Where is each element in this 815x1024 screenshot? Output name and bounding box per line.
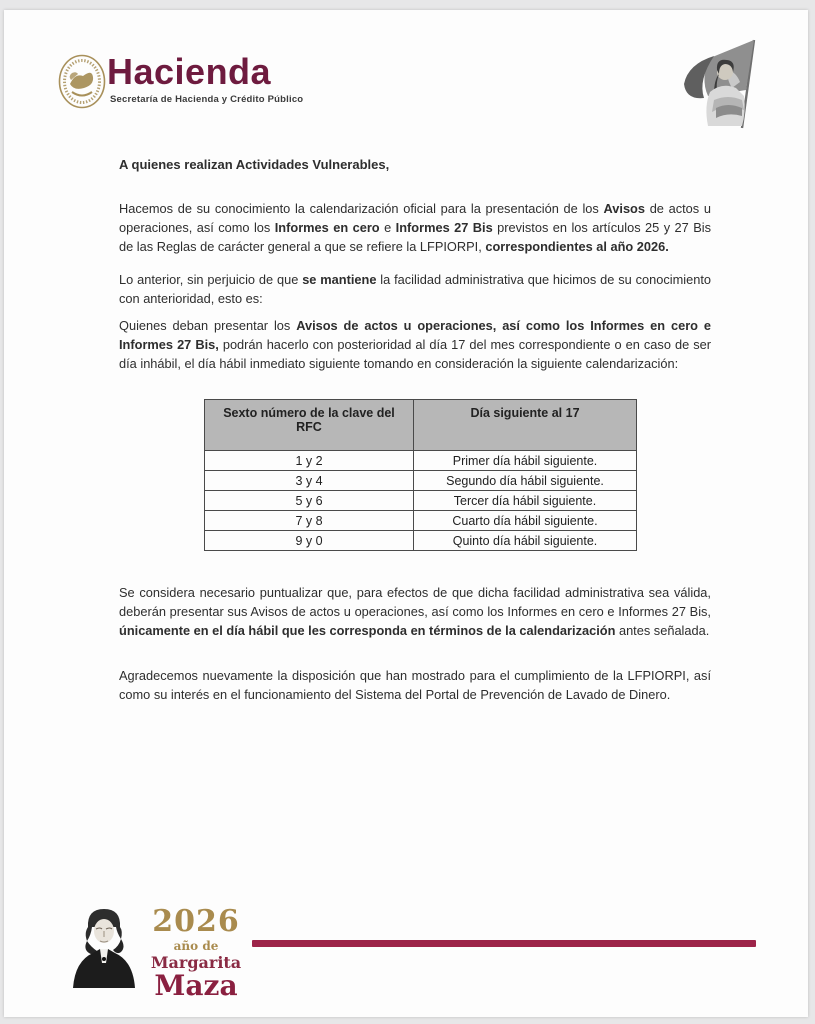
rfc-calendar-table bbox=[204, 399, 637, 551]
letter-page bbox=[4, 10, 808, 1017]
cell-rfc-digits: 9 y 0 bbox=[205, 531, 414, 551]
cell-rfc-digits: 1 y 2 bbox=[205, 451, 414, 471]
cell-rfc-digits: 7 y 8 bbox=[205, 511, 414, 531]
cell-dia-habil: Cuarto día hábil siguiente. bbox=[414, 511, 637, 531]
table-row bbox=[205, 471, 637, 491]
paragraph-intro: Hacemos de su conocimiento la calendarización oficial para la presentación de los Avisos de actos u operaciones, así como los Informes en cero e Informes 27 Bis previstos en los artículos 25 y 27 Bis de las Reglas de carácter general a que se refiere la LFPIORPI, correspondientes al año 2026. bbox=[119, 200, 712, 254]
logo-name-first: Margarita bbox=[150, 953, 242, 972]
paragraph-agradecimiento: Agradecemos nuevamente la disposición que han mostrado para el cumplimiento de la LFPIORPI, así como su interés en el funcionamiento del Sistema del Portal de Prevención de Lavado de Dinero. bbox=[119, 667, 711, 702]
margarita-maza-portrait bbox=[59, 903, 149, 988]
cell-rfc-digits: 5 y 6 bbox=[205, 491, 414, 511]
woman-with-flag-illustration bbox=[670, 34, 770, 132]
cell-rfc-digits: 3 y 4 bbox=[205, 471, 414, 491]
logo-name-last: Maza bbox=[154, 969, 238, 1002]
cell-dia-habil: Primer día hábil siguiente. bbox=[414, 451, 637, 471]
paragraph-facilidad: Lo anterior, sin perjuicio de que se mantiene la facilidad administrativa que hicimos de su conocimiento con anterioridad, esto es: bbox=[119, 271, 711, 306]
table-row bbox=[205, 511, 637, 531]
paragraph-puntualizar: Se considera necesario puntualizar que, para efectos de que dicha facilidad administrativa sea válida, deberán presentar sus Avisos de actos u operaciones, así como los Informes en cero e Informes 27 Bis, únicamente en el día hábil que les corresponda en términos de la calendarización antes señalada. bbox=[119, 584, 711, 638]
paragraph-calendarizacion: Quienes deban presentar los Avisos de actos u operaciones, así como los Informes en cero e Informes 27 Bis, podrán hacerlo con posterioridad al día 17 del mes correspondiente o en caso de ser día inhábil, el día hábil inmediato siguiente tomando en consideración la siguiente calendarización: bbox=[119, 317, 711, 371]
mexican-coat-of-arms-seal-icon bbox=[58, 54, 106, 109]
column-header-rfc: Sexto número de la clave del RFC bbox=[205, 400, 414, 451]
table-row bbox=[205, 531, 637, 551]
column-header-dia: Día siguiente al 17 bbox=[414, 400, 637, 451]
year-2026-logo bbox=[140, 904, 252, 1002]
secretaria-subtitle: Secretaría de Hacienda y Crédito Público bbox=[110, 94, 304, 105]
salutation: A quienes realizan Actividades Vulnerables, bbox=[119, 157, 390, 172]
cell-dia-habil: Quinto día hábil siguiente. bbox=[414, 531, 637, 551]
table-header-row bbox=[205, 400, 637, 451]
logo-year: 2026 bbox=[152, 904, 240, 939]
table-row bbox=[205, 491, 637, 511]
table-row bbox=[205, 451, 637, 471]
footer-divider-rule bbox=[252, 940, 756, 947]
cell-dia-habil: Tercer día hábil siguiente. bbox=[414, 491, 637, 511]
cell-dia-habil: Segundo día hábil siguiente. bbox=[414, 471, 637, 491]
logo-tagline: año de bbox=[173, 939, 219, 953]
hacienda-wordmark: Hacienda bbox=[107, 51, 272, 92]
